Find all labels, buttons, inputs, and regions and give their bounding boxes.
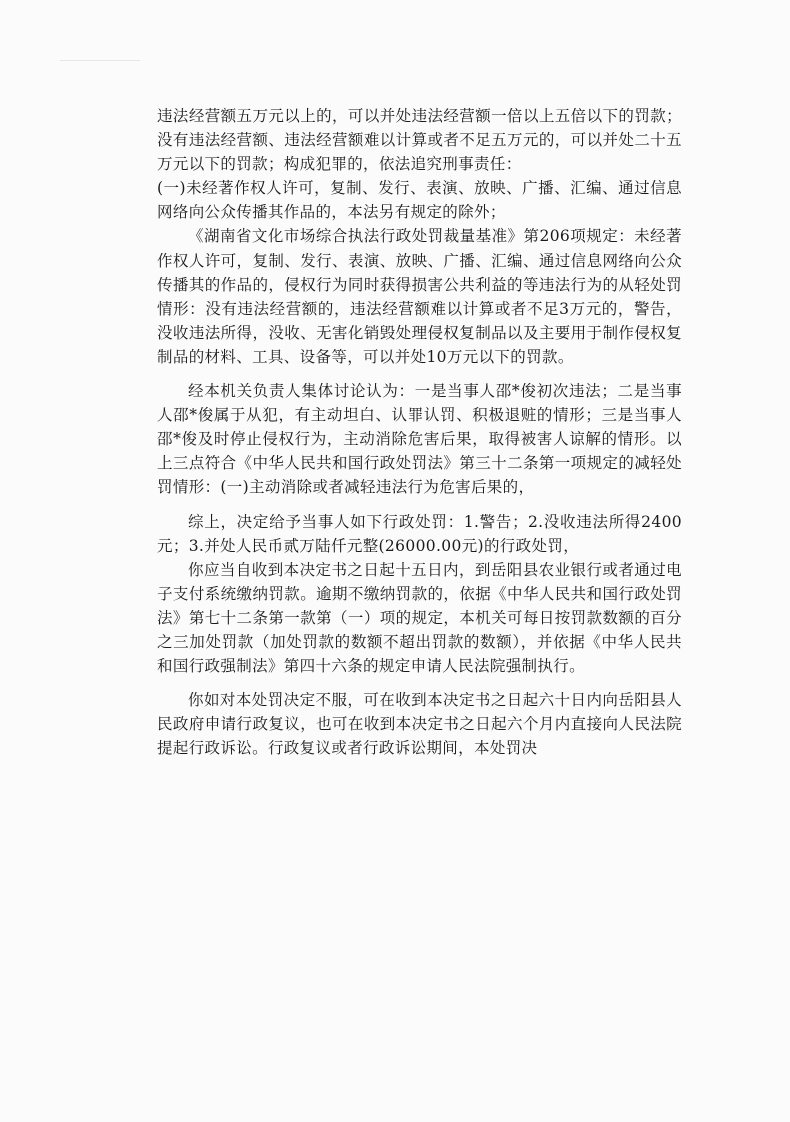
paragraph-appeal-rights: 你如对本处罚决定不服，可在收到本决定书之日起六十日内向岳阳县人民政府申请行政复议，也可在收到本决定书之日起六个月内直接向人民法院提起行政诉讼。行政复议或者行政诉讼期间，本处罚决 xyxy=(157,691,682,758)
paragraph-discretion-standard: 《湖南省文化市场综合执法行政处罚裁量基准》第206项规定：未经著作权人许可，复制、发行、表演、放映、广播、汇编、通过信息网络向公众传播其的作品的，侵权行为同时获得损害公共利益的等违法行为的从轻处罚情形：没有违法经营额的，违法经营额难以计算或者不足3万元的，警告，没收违法所得，没收、无害化销毁处理侵权复制品以及主要用于制作侵权复制品的材料、工具、设备等，可以并处10万元以下的罚款。 xyxy=(157,227,682,366)
paragraph-payment-instructions: 你应当自收到本决定书之日起十五日内，到岳阳县农业银行或者通过电子支付系统缴纳罚款。逾期不缴纳罚款的，依据《中华人民共和国行政处罚法》第七十二条第一款第（一）项的规定，本机关可每日按罚款数额的百分之三加处罚款（加处罚款的数额不超出罚款的数额），并依据《中华人民共和国行政强制法》第四十六条的规定申请人民法院强制执行。 xyxy=(157,560,682,676)
paragraph-collective-discussion: 经本机关负责人集体讨论认为：一是当事人邵*俊初次违法；二是当事人邵*俊属于从犯，有主动坦白、认罪认罚、积极退赃的情形；三是当事人邵*俊及时停止侵权行为，主动消除危害后果，取得被害人谅解的情形。以上三点符合《中华人民共和国行政处罚法》第三十二条第一项规定的减轻处罚情形：(一)主动消除或者减轻违法行为危害后果的， xyxy=(157,382,682,497)
paragraph-infringement-item-1: (一)未经著作权人许可，复制、发行、表演、放映、广播、汇编、通过信息网络向公众传播其作品的，本法另有规定的除外； xyxy=(157,179,682,222)
document-body xyxy=(157,104,682,760)
paragraph-penalty-decision: 综上，决定给予当事人如下行政处罚：1.警告；2.没收违法所得2400元；3.并处人民币贰万陆仟元整(26000.00元)的行政处罚， xyxy=(157,512,682,555)
scan-artifact xyxy=(60,60,140,61)
paragraph-penalty-clause: 违法经营额五万元以上的，可以并处违法经营额一倍以上五倍以下的罚款；没有违法经营额、违法经营额难以计算或者不足五万元的，可以并处二十五万元以下的罚款；构成犯罪的，依法追究刑事责任： xyxy=(157,107,682,174)
